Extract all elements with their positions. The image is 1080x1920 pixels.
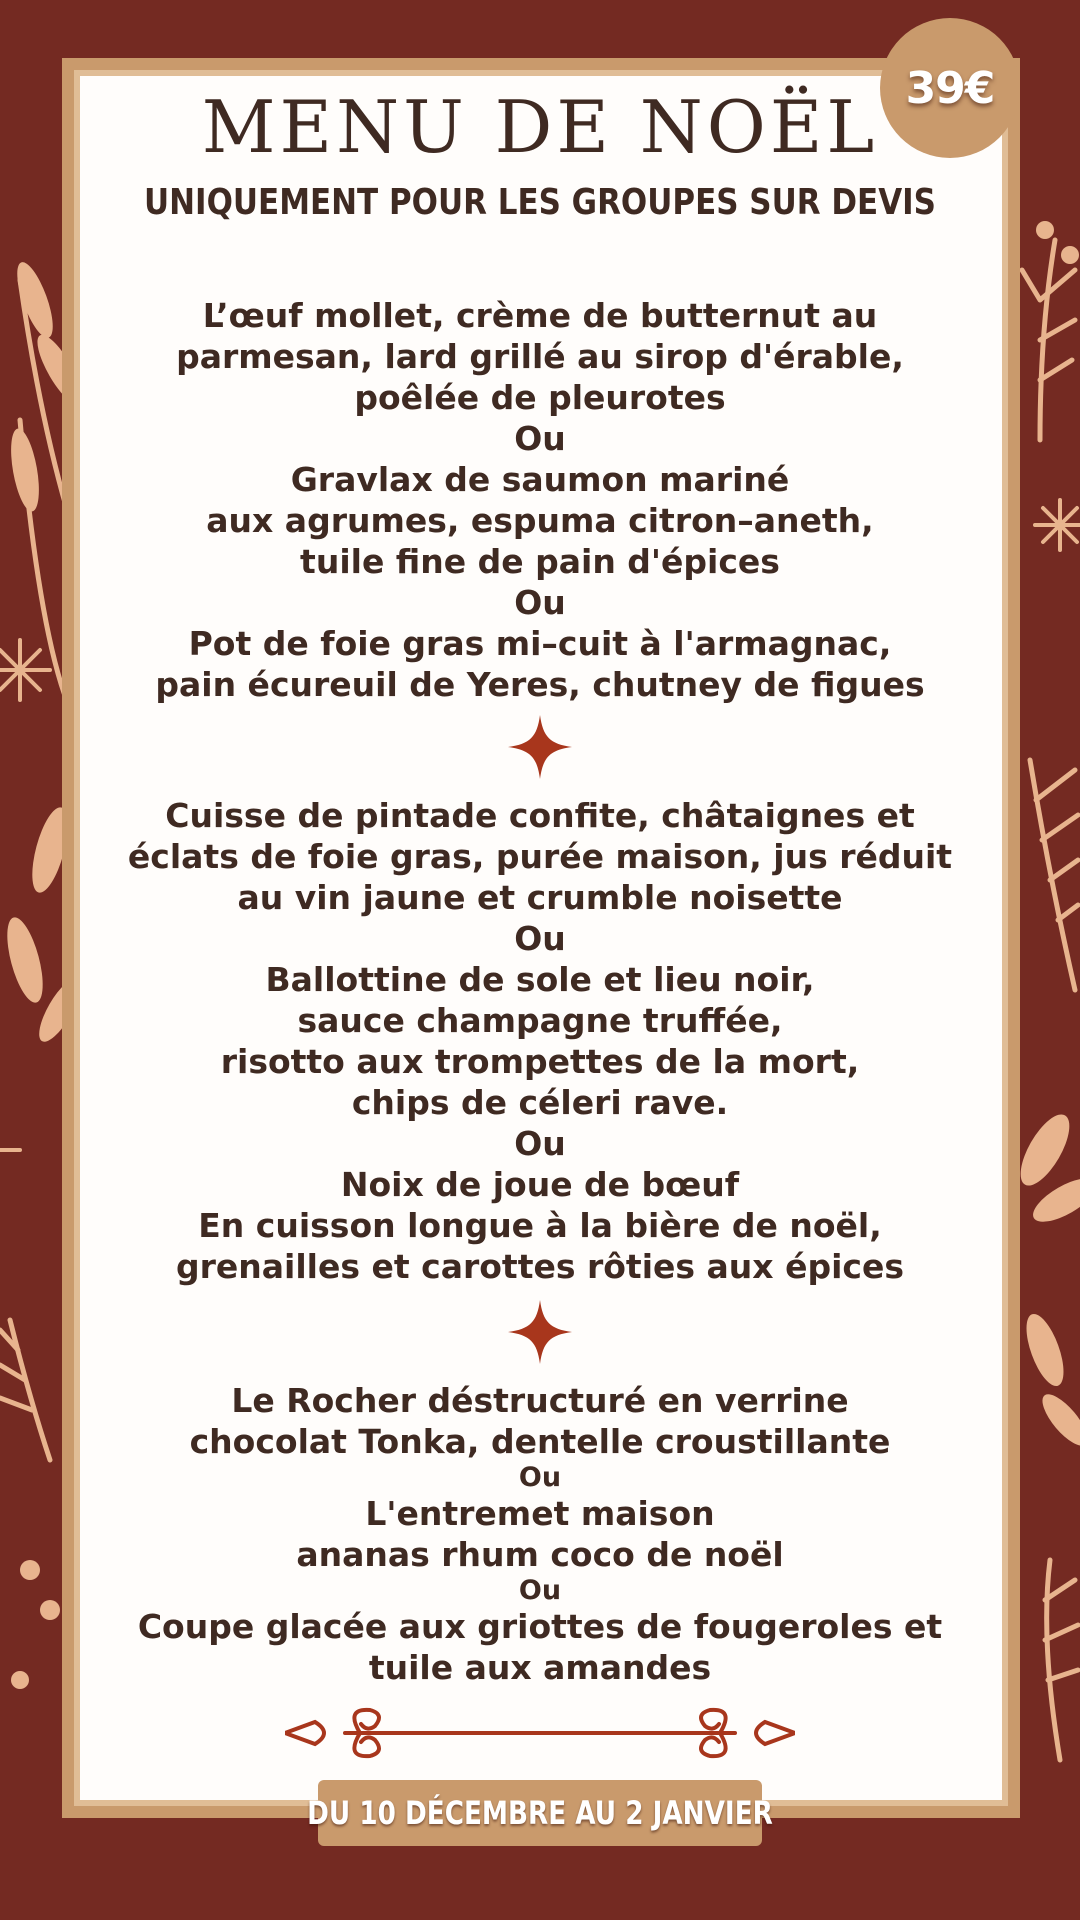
menu-item-line: au vin jaune et crumble noisette bbox=[237, 878, 843, 917]
menu-item-line: chips de céleri rave. bbox=[351, 1083, 729, 1122]
menu-item-line: parmesan, lard grillé au sirop d'érable, bbox=[176, 337, 904, 376]
price-value: 39€ bbox=[905, 62, 995, 114]
or-separator: Ou bbox=[514, 1124, 566, 1163]
or-separator: Ou bbox=[514, 419, 566, 458]
menu-item-line: sauce champagne truffée, bbox=[297, 1001, 783, 1040]
menu-item-line: tuile aux amandes bbox=[368, 1648, 712, 1687]
subtitle: UNIQUEMENT POUR LES GROUPES SUR DEVIS bbox=[144, 182, 936, 223]
scroll-flourish-icon bbox=[285, 1700, 795, 1766]
menu-item-line: pain écureuil de Yeres, chutney de figues bbox=[155, 665, 925, 704]
menu-item-line: En cuisson longue à la bière de noël, bbox=[198, 1206, 882, 1245]
menu-item-line: Noix de joue de bœuf bbox=[340, 1165, 740, 1204]
menu-item-line: Ballottine de sole et lieu noir, bbox=[265, 960, 815, 999]
menu-item-line: tuile fine de pain d'épices bbox=[300, 542, 780, 581]
menu-item-line: Coupe glacée aux griottes de fougeroles et bbox=[137, 1607, 943, 1646]
menu-item-line: Pot de foie gras mi–cuit à l'armagnac, bbox=[188, 624, 892, 663]
or-separator: Ou bbox=[518, 1575, 562, 1606]
menu-item-line: grenailles et carottes rôties aux épices bbox=[176, 1247, 904, 1286]
menu-item-line: L'entremet maison bbox=[365, 1494, 715, 1533]
menu-item-line: chocolat Tonka, dentelle croustillante bbox=[189, 1422, 891, 1461]
or-separator: Ou bbox=[514, 919, 566, 958]
star-divider-icon bbox=[508, 715, 572, 779]
starters-section bbox=[100, 295, 980, 705]
menu-item-line: ananas rhum coco de noël bbox=[296, 1535, 784, 1574]
menu-item-line: poêlée de pleurotes bbox=[354, 378, 726, 417]
page-title: MENU DE NOËL bbox=[201, 85, 879, 169]
mains-section bbox=[100, 795, 980, 1287]
menu-item-line: Le Rocher déstructuré en verrine bbox=[231, 1381, 849, 1420]
star-divider-icon bbox=[508, 1300, 572, 1364]
date-range-badge bbox=[307, 1780, 773, 1846]
menu-item-line: risotto aux trompettes de la mort, bbox=[220, 1042, 860, 1081]
desserts-section bbox=[100, 1380, 980, 1688]
menu-item-line: L’œuf mollet, crème de butternut au bbox=[202, 296, 878, 335]
or-separator: Ou bbox=[518, 1462, 562, 1493]
menu-item-line: éclats de foie gras, purée maison, jus réduit bbox=[127, 837, 953, 876]
menu-item-line: Gravlax de saumon mariné bbox=[290, 460, 790, 499]
menu-item-line: Cuisse de pintade confite, châtaignes et bbox=[165, 796, 915, 835]
or-separator: Ou bbox=[514, 583, 566, 622]
menu-item-line: aux agrumes, espuma citron–aneth, bbox=[206, 501, 874, 540]
date-range-text: DU 10 DÉCEMBRE AU 2 JANVIER bbox=[307, 1794, 773, 1832]
